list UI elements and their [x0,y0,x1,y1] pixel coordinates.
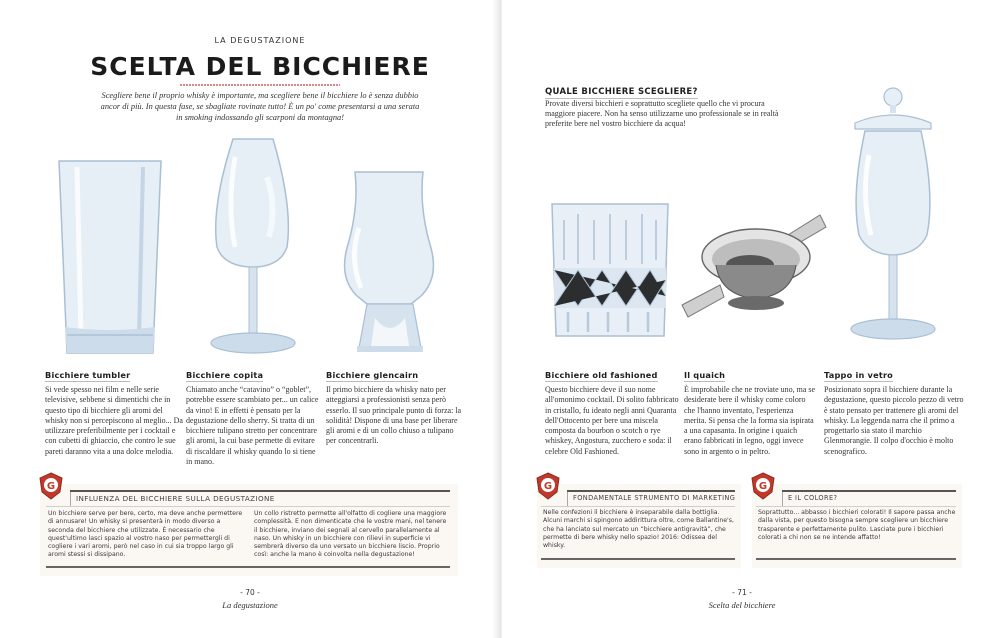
svg-text:G: G [758,481,768,492]
glass-lid-nosing-glass-illustration [845,85,940,345]
info-box-influence [40,481,458,576]
section-kicker: LA DEGUSTAZIONE [214,36,306,45]
copita-glass-illustration [205,137,300,357]
glass-heading: Il quaich [684,370,726,380]
box-top-rule [782,490,956,492]
box-heading: E IL COLORE? [788,494,838,502]
glass-heading: Bicchiere tumbler [45,370,131,380]
page-folio-left [180,588,320,610]
left-page [0,0,498,638]
info-box-marketing [537,481,741,568]
page-number: - 71 - [732,588,752,597]
glass-description-tumbler [45,365,185,457]
g-badge-icon [535,472,561,500]
glass-description-quaich [684,365,816,457]
box-bottom-rule [541,558,735,560]
glass-heading: Bicchiere copita [186,370,264,380]
box-divider [70,492,71,506]
glass-description-glencairn [326,365,464,447]
g-badge-icon [750,472,776,500]
box-mid-rule [756,506,956,507]
box-text: Soprattutto... abbasso i bicchieri colorati! Il sapore passa anche dalla vista, per questo bisogna sempre scegliere un bicchiere trasparente e perfettamente pulito. Lasciate pure i bicchieri colorati a chi non se ne intende affatto! [758,509,956,541]
box-text: Nelle confezioni il bicchiere è inseparabile dalla bottiglia. Alcuni marchi si spingono addirittura oltre, come Ballantine's, che ha lanciato sul mercato un “bicchiere antigravità”, che permette di bere whisky nello spazio! 2016: Odissea del whisky. [543,509,734,550]
page-folio-right [672,588,812,610]
box-divider [782,492,783,506]
page-title: SCELTA DEL BICCHIERE [90,52,430,81]
box-bottom-rule [756,558,956,560]
old-fashioned-glass-illustration [548,200,672,340]
right-page-heading: QUALE BICCHIERE SCEGLIERE? [545,87,698,97]
glass-description-glass-lid [824,365,966,457]
box-bottom-rule [46,566,450,568]
running-footer: Scelta del bicchiere [708,600,776,610]
glass-text: Chiamato anche “catavino” o “goblet”, potrebbe essere scambiato per... un calice da vino! E in effetti è pensato per la degustazione dello sherry. Si tratta di un bicchiere tulipano stretto per concentrare gli aromi, la cui base permette di evitare di riscaldare il whisky quando lo si tiene in mano. [186,385,319,467]
glass-description-old-fashioned [545,365,685,457]
glass-text: Si vede spesso nei film e nelle serie televisive, sebbene si dimentichi che in questo tipo di bicchiere gli aromi del whisky non si percepiscono al meglio... Da utilizzare preferibilmente per i cocktail e con cubetti di ghiaccio, che contro le sue pareti daranno vita a una dolce melodia. [45,385,183,456]
glass-text: È improbabile che ne troviate uno, ma se desiderate bere il whisky come coloro che l'hanno inventato, l'esperienza merita. Si pensa che la forma sia ispirata a una capasanta. In origine i quaich erano fabbricati in legno, oggi invece sono in argento o in peltro. [684,385,816,456]
page-number: - 70 - [240,588,260,597]
running-footer: La degustazione [222,600,278,610]
box-mid-rule [46,506,450,507]
box-top-rule [567,490,735,492]
right-page-intro: Provate diversi bicchieri e soprattutto scegliete quello che vi procura maggiore piacere. Non ha senso utilizzarne uno professionale se in realtà preferite bere nel vostro bicchiere da acqua! [545,99,779,128]
g-badge-icon [38,472,64,500]
quaich-illustration [680,205,830,320]
box-top-rule [70,490,450,492]
intro-text: Scegliere bene il proprio whisky è importante, ma scegliere bene il bicchiere lo è senza dubbio ancor di più. In questa fase, se sbagliate rovinate tutto! È un po' come presentarsi a una serata in smoking indossando gli scarponi da montagna! [100,91,420,122]
box-heading: INFLUENZA DEL BICCHIERE SULLA DEGUSTAZIONE [76,494,275,503]
box-heading: FONDAMENTALE STRUMENTO DI MARKETING [573,494,736,502]
info-box-color [752,481,962,568]
glass-text: Posizionato sopra il bicchiere durante la degustazione, questo piccolo pezzo di vetro è stato pensato per trattenere gli aromi del whisky. La leggenda narra che il primo a progettarlo sia stato il marchio Glenmorangie. Il colpo d'occhio è molto scenografico. [824,385,964,456]
glass-heading: Bicchiere glencairn [326,370,419,380]
box-text-col2: Un collo ristretto permette all'olfatto di cogliere una maggiore complessità. E non dimenticate che le vostre mani, nel tenere il bicchiere, inviano dei segnali al cervello parallelamente al naso. Un whisky in un bicchiere con rilievi in superficie vi sembrerà diverso da uno versato un bicchiere liscio. Proprio così: anche la mano è coinvolta nella degustazione! [254,510,447,559]
tumbler-glass-illustration [55,157,165,357]
glass-text: Il primo bicchiere da whisky nato per atteggiarsi a professionisti senza però esserlo. Il suo principale punto di forza: la solidità! Dispone di una base per liberare gli aromi e di un collo chiuso a tulipano per concentrarli. [326,385,462,446]
glass-heading: Bicchiere old fashioned [545,370,658,380]
glass-heading: Tappo in vetro [824,370,894,380]
glencairn-glass-illustration [335,168,445,358]
glass-description-copita [186,365,321,467]
title-underline [180,84,340,86]
box-mid-rule [541,506,735,507]
box-text-col1: Un bicchiere serve per bere, certo, ma deve anche permettere di annusare! Un whisky si presenterà in modo diverso a seconda del bicchiere che utilizzate. È necessario che quest'ultimo lasci spazio al vostro naso per permettergli di cogliere i vari aromi, però nel caso in cui sia troppo largo gli aromi stessi si dissipano. [48,510,243,559]
glass-text: Questo bicchiere deve il suo nome all'omonimo cocktail. Di solito fabbricato in cristallo, fu ideato negli anni Quaranta dell'Ottocento per bere una miscela composta da bourbon o scotch o rye whiskey, Angostura, zucchero e soda: il celebre Old Fashioned. [545,385,679,456]
svg-text:G: G [46,481,56,492]
svg-text:G: G [543,481,553,492]
box-divider [567,492,568,506]
